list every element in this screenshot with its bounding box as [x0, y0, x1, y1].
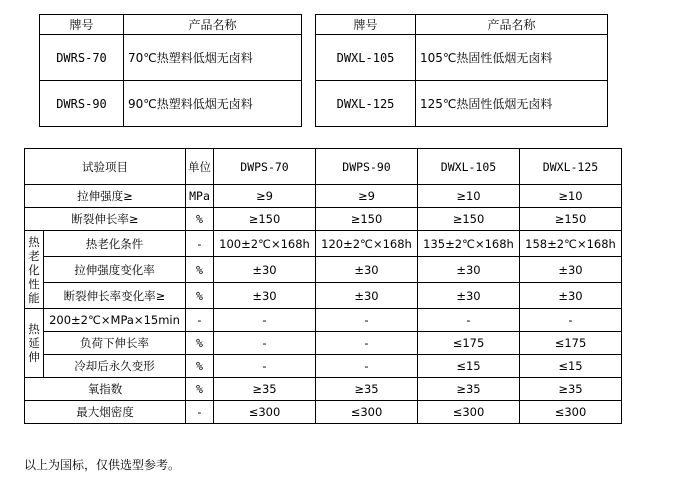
row-unit: % — [186, 378, 214, 401]
row-value: 100±2℃×168h — [214, 231, 316, 257]
row-value: ±30 — [316, 257, 418, 283]
group-label-hot-set: 热延伸 — [25, 309, 44, 378]
row-value: ≥150 — [316, 208, 418, 231]
row-unit: - — [186, 231, 214, 257]
header-col: DWPS-90 — [316, 149, 418, 185]
header-col: DWPS-70 — [214, 149, 316, 185]
table-row — [25, 208, 622, 231]
row-item: 氧指数 — [25, 378, 186, 401]
table-row — [25, 231, 622, 257]
table-row — [25, 401, 622, 424]
row-unit: - — [186, 309, 214, 332]
row-value: ≥150 — [214, 208, 316, 231]
table-row — [25, 355, 622, 378]
spec-table — [24, 148, 622, 424]
row-value: ±30 — [214, 257, 316, 283]
product-code: DWRS-70 — [40, 35, 124, 81]
row-item: 冷却后永久变形 — [44, 355, 186, 378]
row-value: ≥9 — [214, 185, 316, 208]
row-item: 拉伸强度≥ — [25, 185, 186, 208]
header-col: DWXL-125 — [520, 149, 622, 185]
product-table-right — [315, 14, 608, 127]
table-row — [25, 283, 622, 309]
row-item: 最大烟密度 — [25, 401, 186, 424]
row-unit: % — [186, 257, 214, 283]
row-value: ±30 — [316, 283, 418, 309]
row-unit: % — [186, 283, 214, 309]
row-value: ≤300 — [214, 401, 316, 424]
row-value: ≥10 — [418, 185, 520, 208]
row-value: ≥150 — [520, 208, 622, 231]
group-label-heat-aging: 热老化性能 — [25, 231, 44, 309]
row-value: ≤300 — [418, 401, 520, 424]
row-value: ≤15 — [418, 355, 520, 378]
product-table-left — [39, 14, 302, 127]
row-value: ≥35 — [418, 378, 520, 401]
product-code: DWRS-90 — [40, 81, 124, 127]
product-name: 70℃热塑料低烟无卤料 — [124, 35, 302, 81]
table-row — [25, 185, 622, 208]
row-value: ≤300 — [520, 401, 622, 424]
row-item: 拉伸强度变化率 — [44, 257, 186, 283]
header-code: 牌号 — [316, 15, 416, 35]
row-value: 120±2℃×168h — [316, 231, 418, 257]
header-unit: 单位 — [186, 149, 214, 185]
row-value: - — [316, 355, 418, 378]
product-name: 90℃热塑料低烟无卤料 — [124, 81, 302, 127]
product-code: DWXL-105 — [316, 35, 416, 81]
table-row — [25, 332, 622, 355]
row-item: 热老化条件 — [44, 231, 186, 257]
table-row — [25, 309, 622, 332]
row-value: ≥35 — [316, 378, 418, 401]
header-code: 牌号 — [40, 15, 124, 35]
row-value: ≥9 — [316, 185, 418, 208]
row-value: ≥150 — [418, 208, 520, 231]
row-value: ≥35 — [520, 378, 622, 401]
row-value: 158±2℃×168h — [520, 231, 622, 257]
header-name: 产品名称 — [124, 15, 302, 35]
row-value: - — [214, 355, 316, 378]
row-value: ≤175 — [520, 332, 622, 355]
row-value: - — [316, 309, 418, 332]
row-item: 断裂伸长率变化率≥ — [44, 283, 186, 309]
product-name: 105℃热固性低烟无卤料 — [416, 35, 608, 81]
row-unit: % — [186, 332, 214, 355]
product-code: DWXL-125 — [316, 81, 416, 127]
row-item: 负荷下伸长率 — [44, 332, 186, 355]
row-value: - — [316, 332, 418, 355]
row-value: ±30 — [520, 257, 622, 283]
row-value: - — [418, 309, 520, 332]
row-value: ±30 — [214, 283, 316, 309]
product-name: 125℃热固性低烟无卤料 — [416, 81, 608, 127]
row-unit: MPa — [186, 185, 214, 208]
row-unit: % — [186, 355, 214, 378]
row-item: 200±2℃×MPa×15min — [44, 309, 186, 332]
table-row — [25, 257, 622, 283]
row-item: 断裂伸长率≥ — [25, 208, 186, 231]
row-value: 135±2℃×168h — [418, 231, 520, 257]
row-value: - — [214, 332, 316, 355]
row-value: ±30 — [520, 283, 622, 309]
row-value: ±30 — [418, 257, 520, 283]
row-value: ≥10 — [520, 185, 622, 208]
row-value: - — [520, 309, 622, 332]
row-value: ≤175 — [418, 332, 520, 355]
row-value: ≤15 — [520, 355, 622, 378]
row-unit: - — [186, 401, 214, 424]
row-value: ±30 — [418, 283, 520, 309]
row-value: ≤300 — [316, 401, 418, 424]
table-row — [25, 378, 622, 401]
row-value: ≥35 — [214, 378, 316, 401]
row-value: - — [214, 309, 316, 332]
header-col: DWXL-105 — [418, 149, 520, 185]
header-name: 产品名称 — [416, 15, 608, 35]
row-unit: % — [186, 208, 214, 231]
header-item: 试验项目 — [25, 149, 186, 185]
footnote: 以上为国标，仅供选型参考。 — [24, 458, 181, 472]
